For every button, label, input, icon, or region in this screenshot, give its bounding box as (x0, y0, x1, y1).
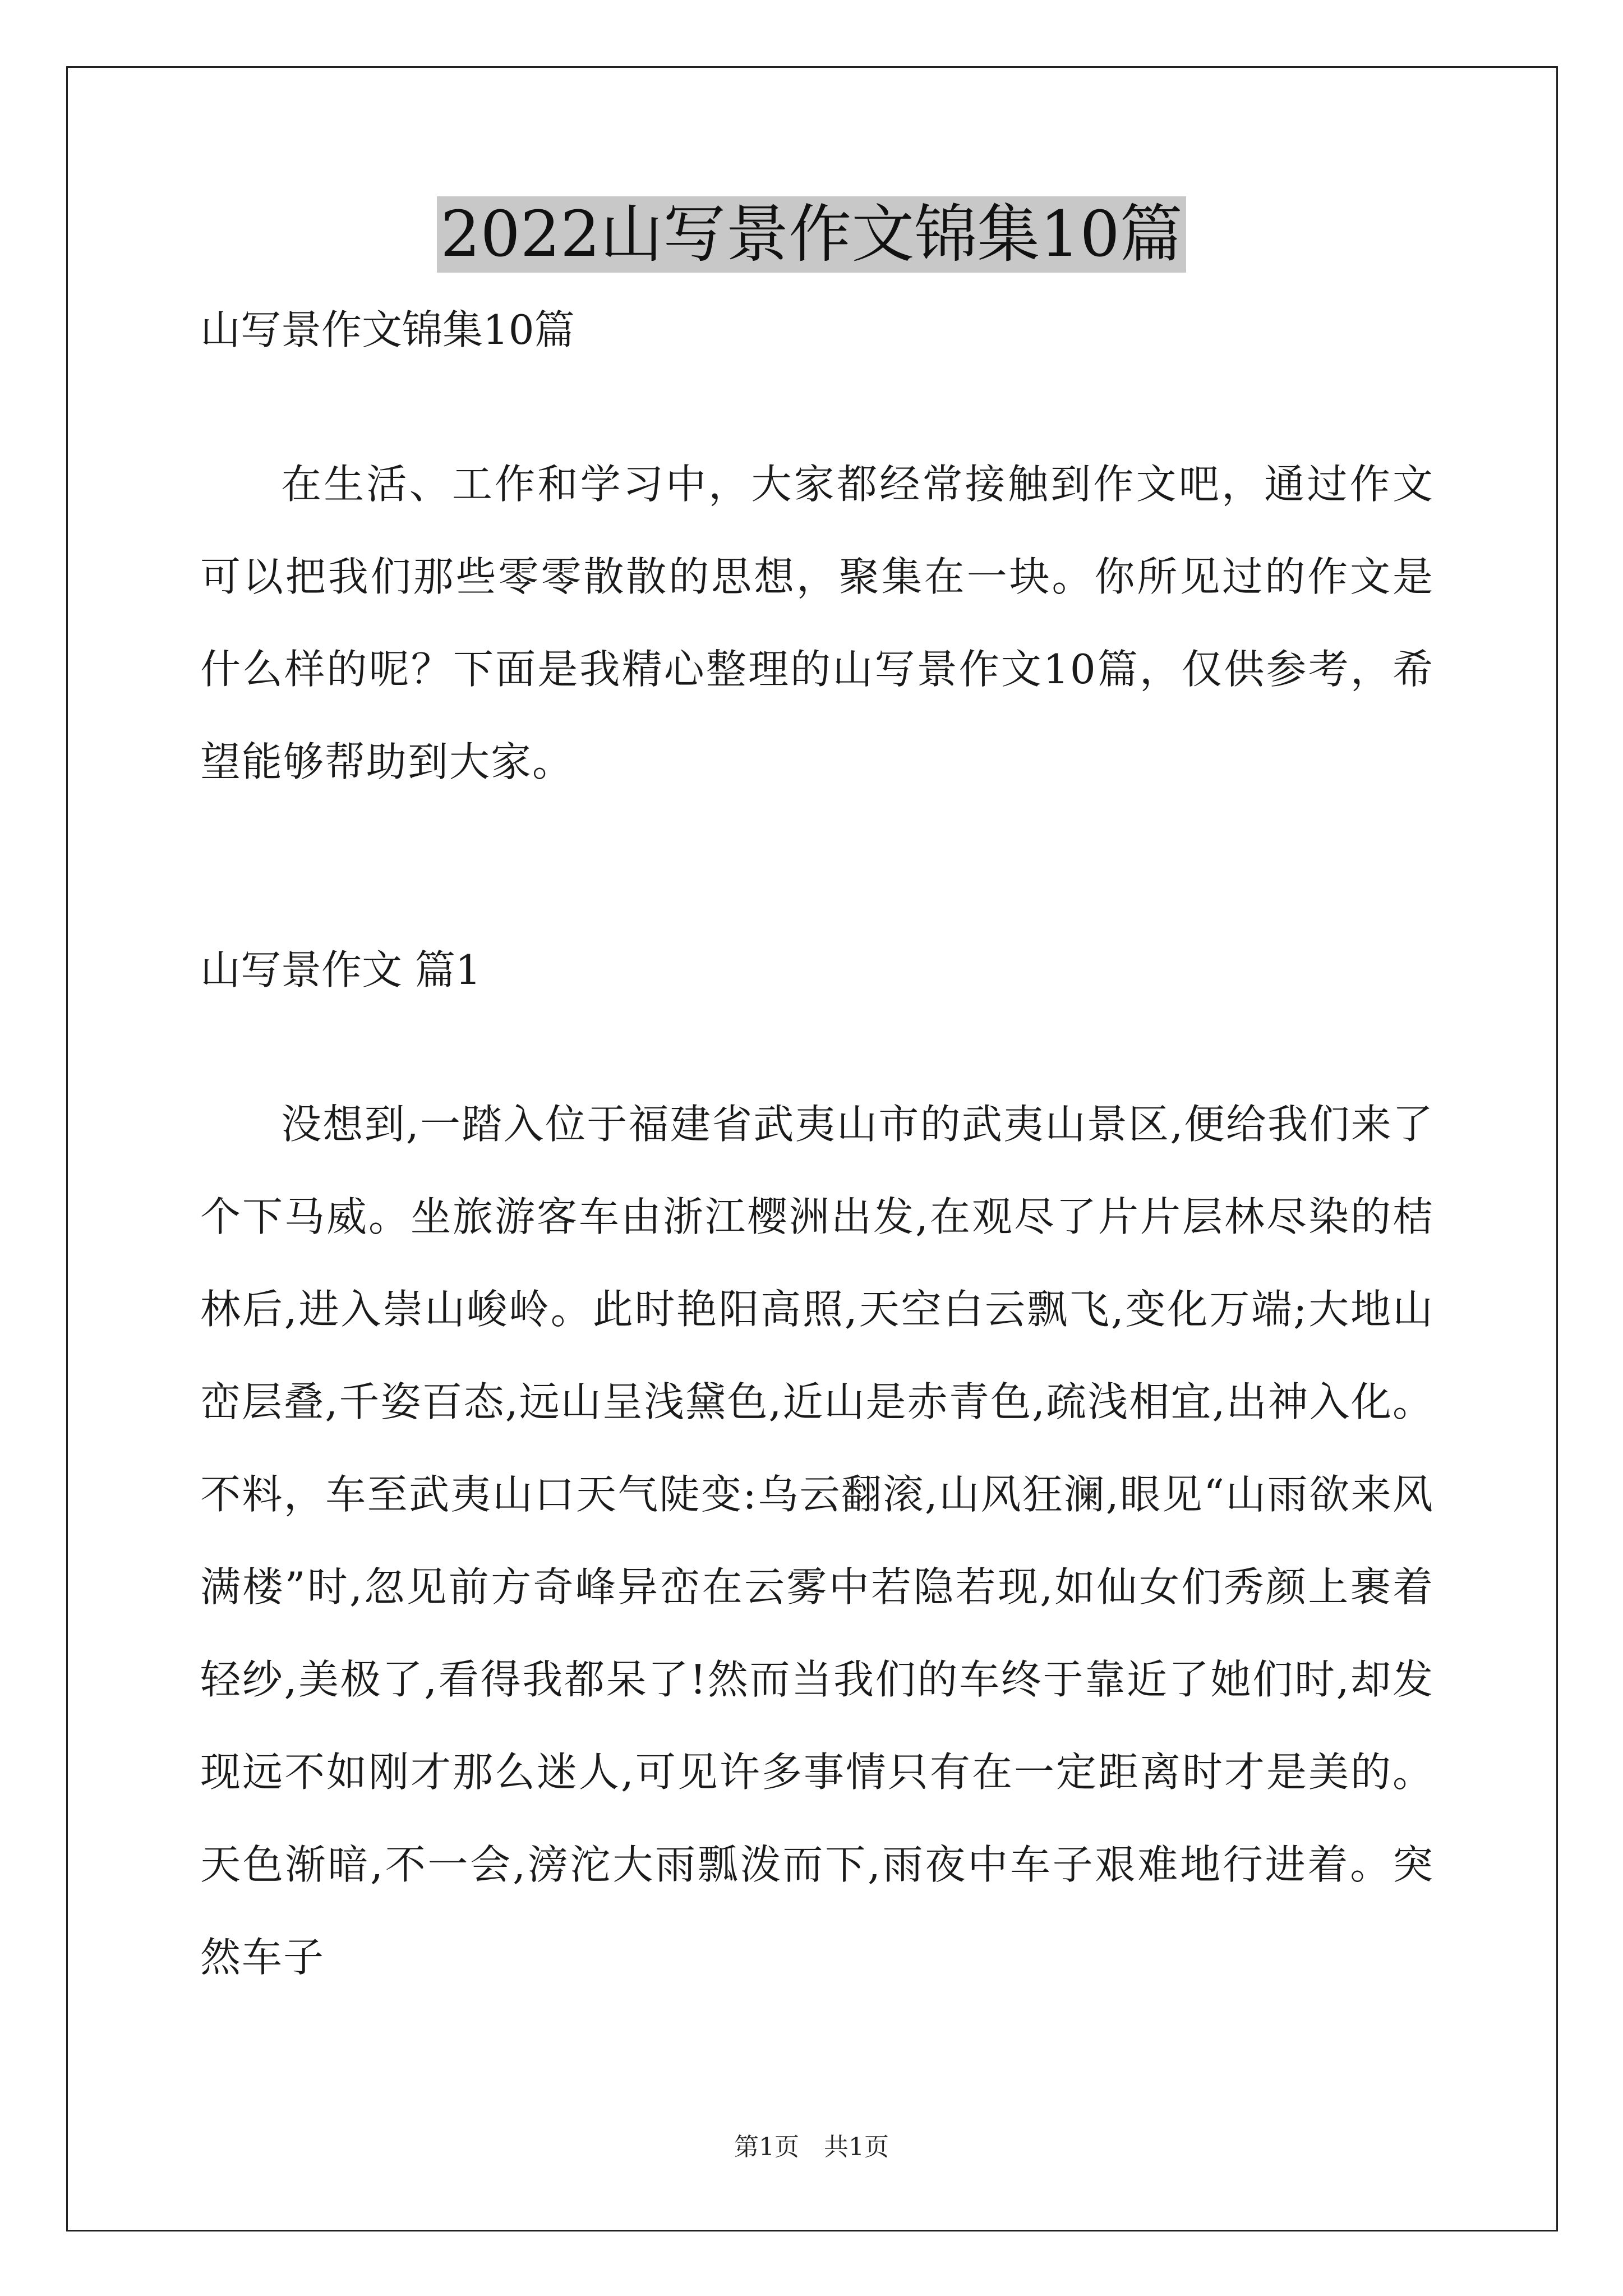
title-container (0, 196, 1623, 273)
document-title: 2022山写景作文锦集10篇 (437, 196, 1186, 273)
section-paragraph: 没想到,一踏入位于福建省武夷山市的武夷山景区,便给我们来了个下马威。坐旅游客车由浙江樱洲出发,在观尽了片片层林尽染的桔林后,进入崇山峻岭。此时艳阳高照,天空白云飘飞,变化万端;大地山峦层叠,千姿百态,远山呈浅黛色,近山是赤青色,疏浅相宜,出神入化。不料，车至武夷山口天气陡变:乌云翻滚,山风狂澜,眼见“山雨欲来风满楼”时,忽见前方奇峰异峦在云雾中若隐若现,如仙女们秀颜上裹着轻纱,美极了,看得我都呆了!然而当我们的车终于靠近了她们时,却发现远不如刚才那么迷人,可见许多事情只有在一定距离时才是美的。天色渐暗,不一会,滂沱大雨瓢泼而下,雨夜中车子艰难地行进着。突然车子 (200, 1101, 1434, 1981)
intro-paragraph: 在生活、工作和学习中，大家都经常接触到作文吧，通过作文可以把我们那些零零散散的思想，聚集在一块。你所见过的作文是什么样的呢？下面是我精心整理的山写景作文10篇，仅供参考，希望能够帮助到大家。 (200, 461, 1434, 785)
document-body (200, 306, 1434, 2004)
page-footer: 第1页 共1页 (734, 2133, 889, 2161)
document-subtitle: 山写景作文锦集10篇 (200, 306, 575, 353)
section-heading: 山写景作文 篇1 (200, 946, 481, 993)
